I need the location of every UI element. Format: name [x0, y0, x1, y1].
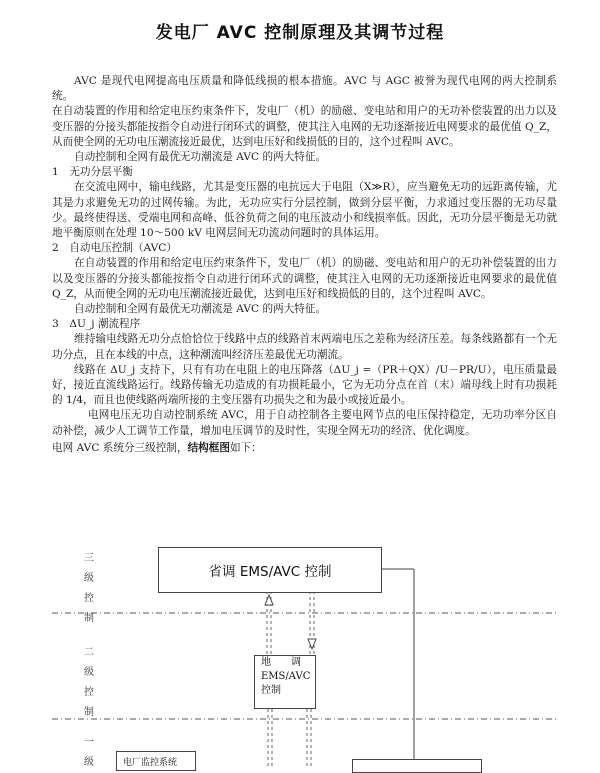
paragraph-avc-definition: 在自动装置的作用和给定电压约束条件下，发电厂（机）的励磁、变电站和用户的无功补偿装置的出力以及变压器的分接头都能按指令自动进行闭环式的调整，使其注入电网的无功逐渐接近电网要求的最优值 Q_Z，从而使全网的无功电压潮流接近最优，达到电压好和线损低的目的，这个过程叫 AVC。: [52, 105, 557, 148]
arrow-down-icon: [308, 639, 316, 649]
tier-label-3: 三级控制: [84, 553, 94, 624]
plant-monitoring-box: 电厂监控系统: [116, 751, 196, 771]
paragraph-intro: AVC 是现代电网提高电压质量和降低线损的根本措施。AVC 与 AGC 被誉为现代电网的两大控制系统。: [52, 75, 557, 103]
avc-structure-diagram: [52, 545, 557, 768]
paragraph-avc-system: 电网电压无功自动控制系统 AVC，用于自动控制各主要电网节点的电压保持稳定，无功功率分区自动补偿，减少人工调节工作量，增加电压调节的及时性，实现全网无功的经济、优化调度。: [52, 409, 557, 437]
regional-box-line-2: EMS/AVC: [261, 671, 311, 682]
tier-label-2: 二级控制: [84, 647, 94, 718]
regional-ems-avc-box: [254, 655, 316, 709]
page-title: 发电厂 AVC 控制原理及其调节过程: [155, 23, 445, 43]
paragraph-avc-definition-2: 在自动装置的作用和给定电压约束条件下，发电厂（机）的励磁、变电站和用户的无功补偿装置的出力以及变压器的分接头都能按指令自动进行闭环式的调整，使其注入电网的无功逐渐接近电网要求的最优值 Q_Z，从而使全网的无功电压潮流接近最优，达到电压好和线损低的目的，这个过程叫 AVC。: [52, 257, 557, 300]
paragraph-avc-features: 自动控制和全网有最优无功潮流是 AVC 的两大特征。: [74, 151, 327, 164]
paragraph-line-losses: 线路在 ΔU_j 支持下，只有有功在电阻上的电压降落（ΔU_j =（PR＋QX）/U－PR/U），电压质量最好，接近直流线路运行。线路传输无功造成的有功损耗最小，它为无功分点在首（末）端母线上时有功损耗的 1/4，而且也使线路两端所接的主变压器有功损失之和为最小或接近最小。: [52, 363, 557, 407]
paragraph-economic-voltage: 维持输电线路无功分点恰恰位于线路中点的线路首末两端电压之差称为经济压差。每条线路都有一个无功分点，且在本线的中点，这种潮流叫经济压差最优无功潮流。: [52, 333, 557, 361]
diagram-intro-prefix: 电网 AVC 系统分三级控制，: [52, 441, 188, 454]
regional-box-line-1: 地 调: [261, 657, 301, 668]
section-heading-3: 3 ΔU_j 潮流程序: [52, 318, 141, 331]
diagram-intro-line: [52, 441, 557, 456]
diagram-intro-bold: 结构框图: [187, 441, 230, 454]
regional-box-line-3: 控制: [261, 685, 281, 696]
tier-label-1: 一级: [84, 737, 94, 768]
right-lower-box: [352, 759, 482, 773]
section-heading-1: 1 无功分层平衡: [52, 166, 133, 179]
document-body: [52, 74, 557, 456]
diagram-intro-suffix: 如下：: [229, 441, 262, 454]
section-heading-2: 2 自动电压控制（AVC）: [52, 242, 177, 255]
provincial-ems-avc-box: 省调 EMS/AVC 控制: [158, 547, 382, 593]
paragraph-avc-features-2: 自动控制和全网有最优无功潮流是 AVC 的两大特征。: [74, 303, 327, 316]
arrow-up-icon: [265, 595, 273, 605]
paragraph-layered-balance: 在交流电网中，输电线路，尤其是变压器的电抗远大于电阻（X≫R），应当避免无功的远距离传输，尤其是力求避免无功的过网传输。为此，无功应实行分层控制，做到分层平衡，力求通过变压器的无功尽量少。最终使得送、受端电网和高峰、低谷负荷之间的电压波动小和线损率低。因此，无功分层平衡是无功就地平衡原则在处理 10～500 kV 电网层间无功流动问题时的具体运用。: [52, 181, 557, 240]
